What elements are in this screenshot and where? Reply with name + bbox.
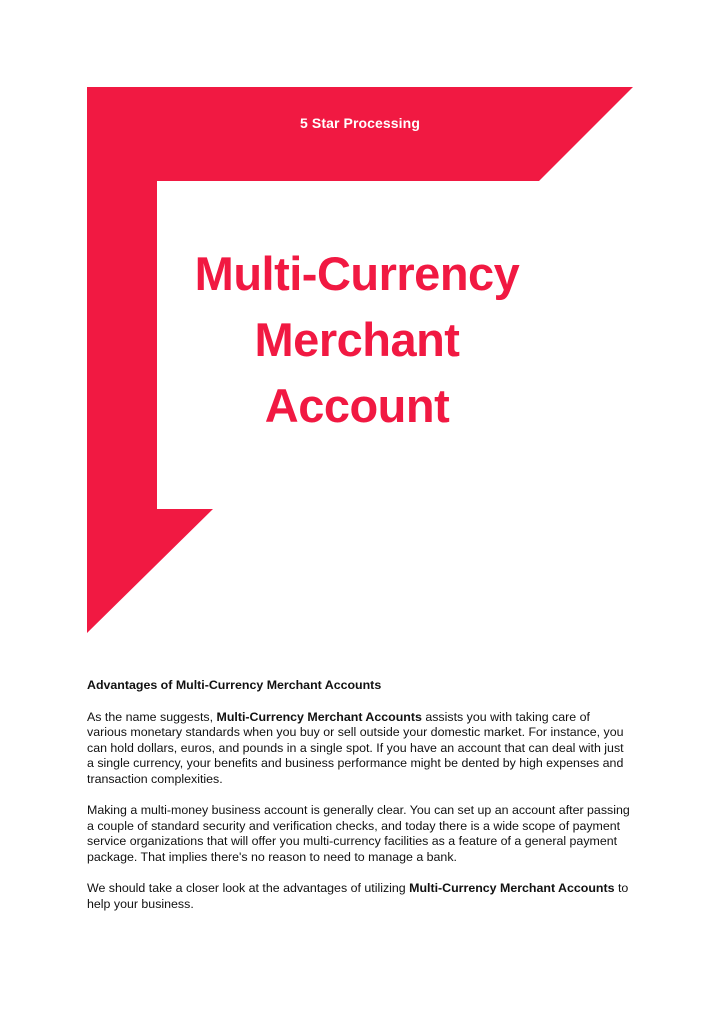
p3-keyword: Multi-Currency Merchant Accounts (409, 880, 615, 895)
paragraph-1 (87, 710, 632, 788)
paragraph-3 (87, 881, 632, 912)
p3-intro: We should take a closer look at the advantages of utilizing (87, 880, 410, 895)
article-body (87, 678, 632, 928)
p1-keyword: Multi-Currency Merchant Accounts (216, 709, 422, 724)
article-heading: Advantages of Multi-Currency Merchant Accounts (87, 678, 382, 692)
headline-line-1: Multi-Currency (194, 247, 520, 300)
headline-line-2: Merchant (254, 313, 460, 366)
phone-line: Phone: (888) 253-9692 (286, 565, 434, 581)
p1-rest: assists you with taking care of various monetary standards when you buy or sell outside your domestic market. For instance, you can hold dollars, euros, and pounds in a single spot. If you have an account that can deal with just a single currency, your benefits and business performance might be dented by high expenses and transaction complexities. (87, 709, 624, 786)
promo-banner (87, 87, 633, 633)
banner-headline (157, 241, 557, 439)
p1-intro: As the name suggests, (87, 709, 217, 724)
p3-rest: to help your business. (87, 880, 629, 911)
paragraph-2: Making a multi-money business account is generally clear. You can set up an account after passing a couple of standard security and verification checks, and today there is a wide scope of payment service organizations that will offer you multi-currency facilities as a feature of a general payment package. That implies there's no reason to need to manage a bank. (87, 803, 630, 864)
brand-name: 5 Star Processing (300, 115, 420, 131)
website-line: Visit: https://5starprocessing.com (247, 595, 473, 611)
headline-line-3: Account (264, 379, 450, 432)
